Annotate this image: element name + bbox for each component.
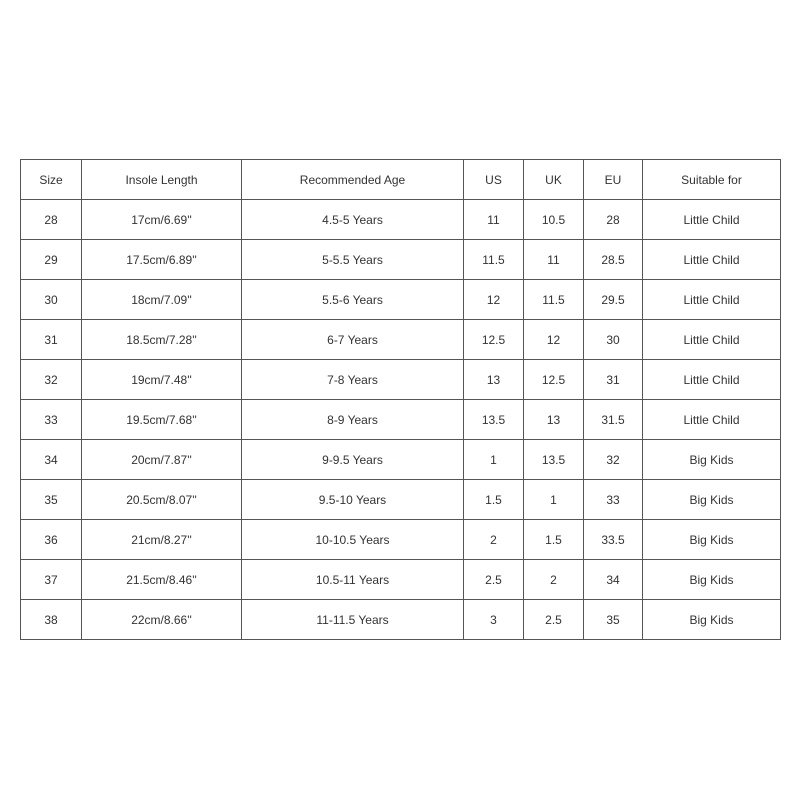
table-row — [21, 280, 781, 320]
cell-recommended-age: 7-8 Years — [242, 360, 464, 400]
cell-eu: 30 — [584, 320, 643, 360]
column-header-insole-length: Insole Length — [82, 160, 242, 200]
cell-uk: 12.5 — [524, 360, 584, 400]
table-row — [21, 320, 781, 360]
column-header-suitable-for: Suitable for — [643, 160, 781, 200]
cell-insole-length: 21.5cm/8.46'' — [82, 560, 242, 600]
cell-size: 30 — [21, 280, 82, 320]
cell-size: 36 — [21, 520, 82, 560]
table-row — [21, 600, 781, 640]
cell-eu: 33.5 — [584, 520, 643, 560]
cell-eu: 33 — [584, 480, 643, 520]
cell-recommended-age: 10-10.5 Years — [242, 520, 464, 560]
cell-insole-length: 19cm/7.48'' — [82, 360, 242, 400]
cell-size: 31 — [21, 320, 82, 360]
cell-uk: 11.5 — [524, 280, 584, 320]
column-header-us: US — [464, 160, 524, 200]
cell-suitable-for: Big Kids — [643, 520, 781, 560]
cell-insole-length: 20.5cm/8.07'' — [82, 480, 242, 520]
cell-uk: 12 — [524, 320, 584, 360]
cell-size: 37 — [21, 560, 82, 600]
cell-uk: 13.5 — [524, 440, 584, 480]
cell-us: 2 — [464, 520, 524, 560]
cell-size: 29 — [21, 240, 82, 280]
cell-recommended-age: 9.5-10 Years — [242, 480, 464, 520]
cell-eu: 31 — [584, 360, 643, 400]
cell-uk: 13 — [524, 400, 584, 440]
cell-suitable-for: Little Child — [643, 280, 781, 320]
cell-recommended-age: 11-11.5 Years — [242, 600, 464, 640]
cell-uk: 2.5 — [524, 600, 584, 640]
cell-insole-length: 18cm/7.09'' — [82, 280, 242, 320]
column-header-uk: UK — [524, 160, 584, 200]
header-row — [21, 160, 781, 200]
table-header — [21, 160, 781, 200]
cell-us: 12.5 — [464, 320, 524, 360]
size-chart-table — [20, 159, 781, 640]
cell-recommended-age: 6-7 Years — [242, 320, 464, 360]
cell-insole-length: 20cm/7.87'' — [82, 440, 242, 480]
cell-insole-length: 17cm/6.69'' — [82, 200, 242, 240]
cell-us: 2.5 — [464, 560, 524, 600]
cell-size: 34 — [21, 440, 82, 480]
cell-eu: 31.5 — [584, 400, 643, 440]
cell-recommended-age: 5-5.5 Years — [242, 240, 464, 280]
cell-size: 38 — [21, 600, 82, 640]
cell-size: 33 — [21, 400, 82, 440]
table-body — [21, 200, 781, 640]
cell-suitable-for: Big Kids — [643, 560, 781, 600]
cell-insole-length: 21cm/8.27'' — [82, 520, 242, 560]
cell-us: 11 — [464, 200, 524, 240]
cell-recommended-age: 4.5-5 Years — [242, 200, 464, 240]
column-header-recommended-age: Recommended Age — [242, 160, 464, 200]
cell-size: 32 — [21, 360, 82, 400]
cell-recommended-age: 10.5-11 Years — [242, 560, 464, 600]
table-row — [21, 440, 781, 480]
cell-suitable-for: Little Child — [643, 360, 781, 400]
cell-suitable-for: Big Kids — [643, 600, 781, 640]
cell-eu: 28.5 — [584, 240, 643, 280]
cell-insole-length: 22cm/8.66'' — [82, 600, 242, 640]
table-row — [21, 400, 781, 440]
cell-suitable-for: Little Child — [643, 320, 781, 360]
cell-us: 11.5 — [464, 240, 524, 280]
cell-size: 35 — [21, 480, 82, 520]
table-row — [21, 360, 781, 400]
cell-eu: 35 — [584, 600, 643, 640]
cell-recommended-age: 8-9 Years — [242, 400, 464, 440]
cell-uk: 1.5 — [524, 520, 584, 560]
table-row — [21, 240, 781, 280]
cell-us: 1 — [464, 440, 524, 480]
column-header-eu: EU — [584, 160, 643, 200]
cell-suitable-for: Big Kids — [643, 440, 781, 480]
cell-suitable-for: Little Child — [643, 200, 781, 240]
table-row — [21, 520, 781, 560]
cell-uk: 2 — [524, 560, 584, 600]
cell-us: 13.5 — [464, 400, 524, 440]
cell-size: 28 — [21, 200, 82, 240]
cell-suitable-for: Little Child — [643, 240, 781, 280]
table-row — [21, 200, 781, 240]
cell-eu: 32 — [584, 440, 643, 480]
cell-suitable-for: Little Child — [643, 400, 781, 440]
cell-insole-length: 18.5cm/7.28'' — [82, 320, 242, 360]
cell-us: 1.5 — [464, 480, 524, 520]
cell-eu: 29.5 — [584, 280, 643, 320]
table-row — [21, 480, 781, 520]
cell-uk: 1 — [524, 480, 584, 520]
cell-recommended-age: 5.5-6 Years — [242, 280, 464, 320]
cell-eu: 28 — [584, 200, 643, 240]
cell-eu: 34 — [584, 560, 643, 600]
table-row — [21, 560, 781, 600]
cell-uk: 11 — [524, 240, 584, 280]
cell-insole-length: 17.5cm/6.89'' — [82, 240, 242, 280]
cell-uk: 10.5 — [524, 200, 584, 240]
cell-us: 13 — [464, 360, 524, 400]
cell-us: 12 — [464, 280, 524, 320]
cell-insole-length: 19.5cm/7.68'' — [82, 400, 242, 440]
cell-suitable-for: Big Kids — [643, 480, 781, 520]
cell-us: 3 — [464, 600, 524, 640]
cell-recommended-age: 9-9.5 Years — [242, 440, 464, 480]
column-header-size: Size — [21, 160, 82, 200]
